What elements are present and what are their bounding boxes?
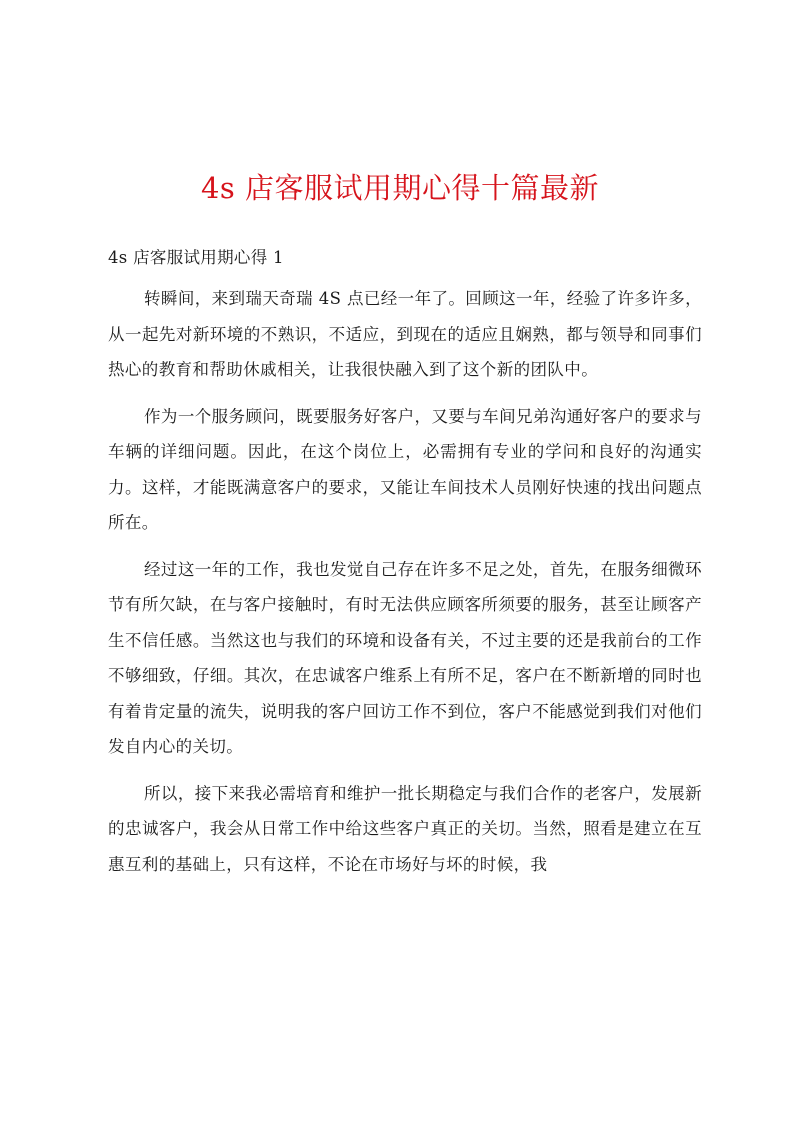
document-body [108, 281, 702, 893]
paragraph-2: 作为一个服务顾问，既要服务好客户，又要与车间兄弟沟通好客户的要求与车辆的详细问题。因此，在这个岗位上，必需拥有专业的学问和良好的沟通实力。这样，才能既满意客户的要求，又能让车间技术人员刚好快速的找出问题点所在。 [108, 406, 702, 532]
document-title: 4s 店客服试用期心得十篇最新 [200, 171, 600, 205]
paragraph-1: 转瞬间，来到瑞天奇瑞 4S 点已经一年了。回顾这一年，经验了许多许多，从一起先对新环境的不熟识，不适应，到现在的适应且娴熟，都与领导和同事们热心的教育和帮助休戚相关，让我很快融入到了这个新的团队中。 [108, 289, 702, 379]
paragraph-4: 所以，接下来我必需培育和维护一批长期稳定与我们合作的老客户，发展新的忠诚客户，我会从日常工作中给这些客户真正的关切。当然，照看是建立在互惠互利的基础上，只有这样，不论在市场好与坏的时候，我 [108, 783, 702, 874]
section-heading: 4s 店客服试用期心得 1 [108, 248, 284, 267]
paragraph-3: 经过这一年的工作，我也发觉自己存在许多不足之处，首先，在服务细微环节有所欠缺，在与客户接触时，有时无法供应顾客所须要的服务，甚至让顾客产生不信任感。当然这也与我们的环境和设备有关，不过主要的还是我前台的工作不够细致，仔细。其次，在忠诚客户维系上有所不足，客户在不断新增的同时也有着肯定量的流失，说明我的客户回访工作不到位，客户不能感觉到我们对他们发自内心的关切。 [108, 559, 702, 756]
